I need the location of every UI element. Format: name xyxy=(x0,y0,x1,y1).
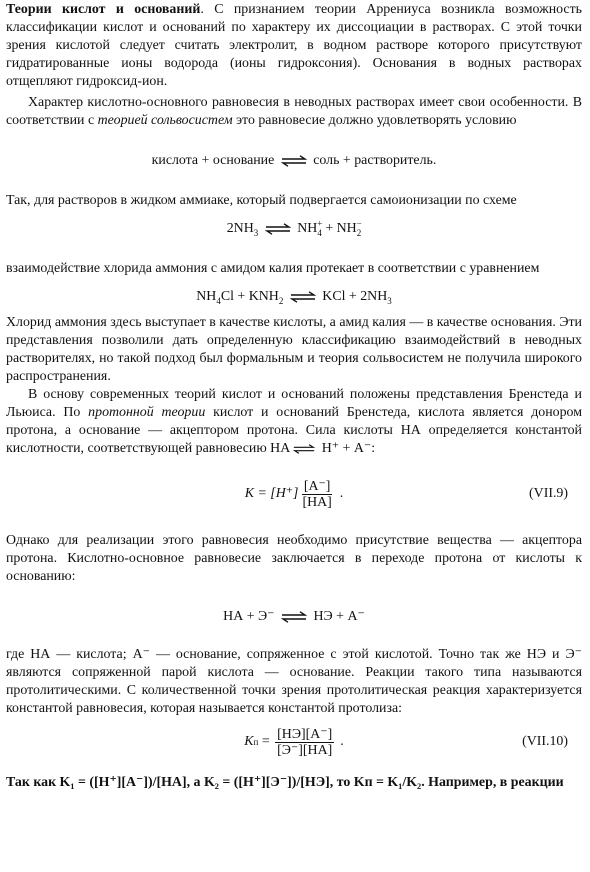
paragraph-conjugate: где НА — кислота; А⁻ — основание, сопряженное с этой кислотой. Точно так же НЭ и Э⁻ являются сопряженной парой кислота — основание. Реакции такого типа называются протолитическими. С количественной точки зрения протолитическая реакция характеризуется константой равновесия, которая называется константой протолиза: xyxy=(6,647,582,716)
paragraph-ammonia: Так, для растворов в жидком аммиаке, который подвергается самоионизации по схеме xyxy=(6,193,517,208)
eq-subscript: 3 xyxy=(387,295,392,306)
paragraph-text: это равновесие должно удовлетворять условию xyxy=(232,113,517,128)
fraction xyxy=(300,479,333,510)
italic-term: протонной теории xyxy=(88,405,206,420)
fraction xyxy=(275,727,334,758)
equation-left: кислота + основание xyxy=(151,153,275,168)
equation-solvosystem xyxy=(6,152,582,170)
paragraph-intro-text: . С признанием теории Аррениуса возникла возможность классификации кислот и оснований по характеру их диссоциации в растворах. С этой точки зрения кислотой следует считать электролит, в водном растворе которого присутствуют гидратированные ионы водорода (ионы гидроксония). Основания в водных растворах отщепляют гидроксид-ион. xyxy=(6,2,582,89)
eq-subscript: 4 xyxy=(216,295,221,306)
equation-left: НА + Э⁻ xyxy=(223,609,275,624)
document-page xyxy=(0,1,590,872)
equilibrium-arrow-icon xyxy=(290,291,316,303)
paragraph-example: Так как K₁ = ([H⁺][A⁻])/[HA], а K₂ = ([H⁺][Э⁻])/[HЭ], то Kп = K₁/K₂. Например, в реакции xyxy=(6,775,564,790)
equation-acidity-constant xyxy=(6,476,582,512)
section-title: Теории кислот и оснований xyxy=(6,2,201,17)
equation-number: (VII.9) xyxy=(529,486,568,501)
equation-protolysis-constant: K п = $\frac{[HЭ][A^-]}{[Э^-][HA]}$ . (VII.10) xyxy=(244,726,568,758)
eq-term: + NH xyxy=(321,221,357,236)
fraction-denominator: [Э⁻][HA] xyxy=(277,742,333,758)
eq-subscript: 2 xyxy=(278,295,284,306)
eq-lhs: K = [H⁺] xyxy=(244,486,299,501)
eq-term: KCl + 2NH xyxy=(322,289,388,304)
equation-ammonium-chloride xyxy=(6,288,582,306)
equation-right: НЭ + А⁻ xyxy=(313,609,365,624)
equilibrium-arrow-icon xyxy=(281,611,307,623)
equilibrium-arrow-icon xyxy=(265,223,291,235)
eq-superscript: + xyxy=(317,218,323,229)
paragraph-text: Н⁺ + А⁻: xyxy=(318,441,376,456)
paragraph-text: В основу современных теорий кислот и оснований положены представления Бренстеда и Льюиса. По xyxy=(6,387,582,420)
equilibrium-arrow-icon xyxy=(293,443,315,455)
fraction-numerator: [A⁻] xyxy=(303,478,331,494)
eq-equals: = xyxy=(258,734,274,749)
eq-term: Cl + KNH xyxy=(220,289,279,304)
eq-term: NH xyxy=(196,289,217,304)
paragraph-ammonium-acid: Хлорид аммония здесь выступает в качестве кислоты, а амид калия — в качестве основания. Эти представления позволили дать определенную классификацию взаимодействий в неводных растворителях, но такой подход был формальным и теория сольвосистем не получила широкого распространения. xyxy=(6,315,582,384)
eq-term: NH xyxy=(297,221,318,236)
eq-term: 2NH xyxy=(226,221,254,236)
eq-end: . xyxy=(340,734,344,749)
eq-subscript: 2 xyxy=(356,227,362,238)
eq-subscript: 4 xyxy=(317,227,322,238)
equation-ammonia-ionization xyxy=(6,220,582,238)
fraction-numerator: [HЭ][A⁻] xyxy=(277,726,333,742)
equation-right: соль + растворитель. xyxy=(313,153,437,168)
equation-number: (VII.10) xyxy=(522,734,568,749)
paragraph-text: Характер кислотно-основного равновесия в неводных растворах имеет свои особенности. В соответствии с xyxy=(6,95,582,128)
paragraph-interaction: взаимодействие хлорида аммония с амидом калия протекает в соответствии с уравнением xyxy=(6,261,540,276)
paragraph-proton-transfer: Однако для реализации этого равновесия необходимо присутствие вещества — акцептора протона. Кислотно-основное равновесие заключается в переходе протона от кислоты к основанию: xyxy=(6,533,582,584)
paragraph-text: кислот и оснований Бренстеда, кислота является донором протона, а основание — акцептором протона. Сила кислоты НА определяется константой кислотности, соответствующей равновесию НА xyxy=(6,405,582,456)
eq-subscript: 3 xyxy=(253,227,259,238)
paragraph-solvosystems xyxy=(6,94,582,130)
paragraph-intro xyxy=(6,1,582,91)
paragraph-bronsted xyxy=(6,386,582,458)
equation-protolysis xyxy=(6,608,582,626)
equilibrium-arrow-icon xyxy=(281,155,307,167)
eq-end: . xyxy=(339,486,344,501)
fraction-denominator: [HA] xyxy=(302,494,332,510)
eq-lhs: K xyxy=(244,734,254,749)
eq-superscript: − xyxy=(356,218,362,229)
italic-term: теорией сольвосистем xyxy=(97,113,233,128)
